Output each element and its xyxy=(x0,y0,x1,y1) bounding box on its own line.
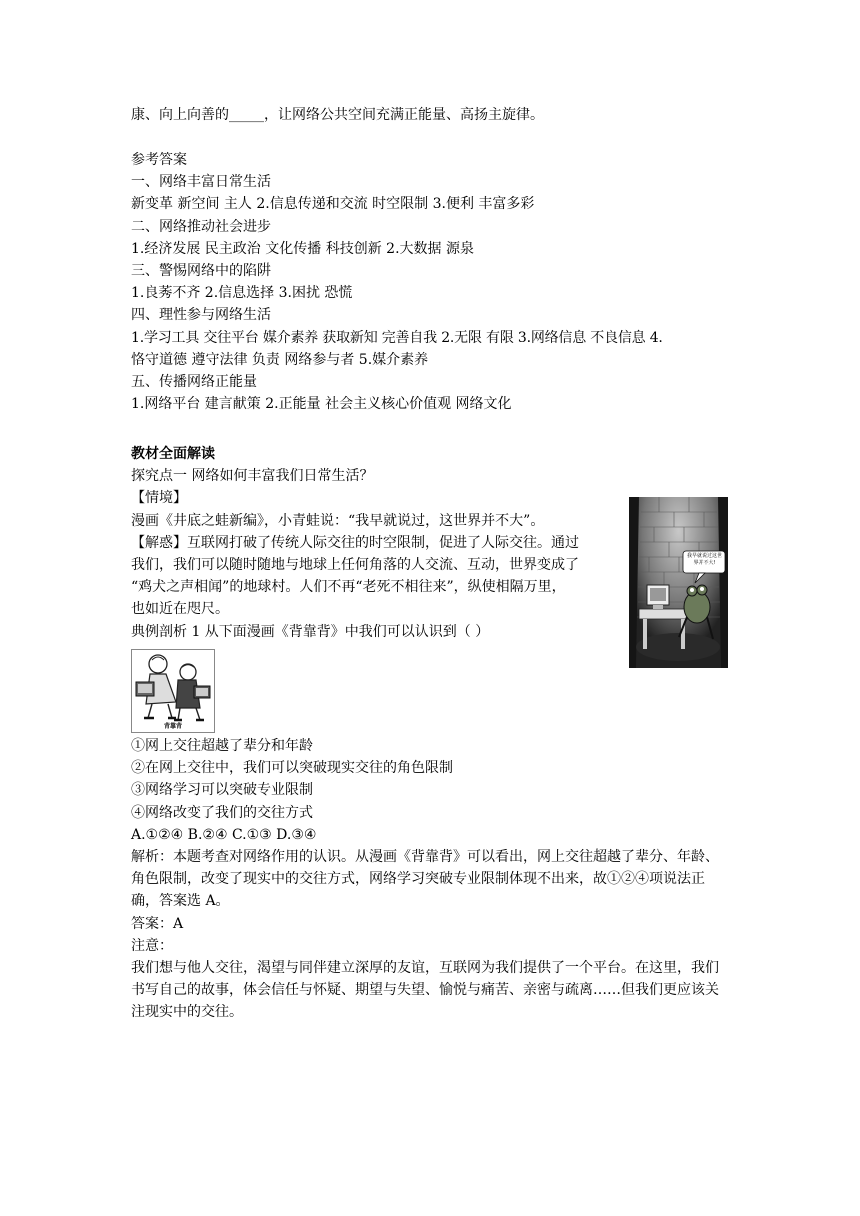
explain-line: “鸡犬之声相闻”的地球村。人们不再“老死不相往来”，纵使相隔万里， xyxy=(131,579,566,596)
answers-block xyxy=(131,149,731,415)
answer-line: 一、网络丰富日常生活 xyxy=(131,174,271,191)
explore-point: 探究点一 网络如何丰富我们日常生活？ xyxy=(131,468,374,485)
situation-tag: 【情境】 xyxy=(131,490,187,507)
explain-line: 我们，我们可以随时随地与地球上任何角落的人交流、互动，世界变成了 xyxy=(131,557,579,574)
answer-line: 1.网络平台 建言献策 2.正能量 社会主义核心价值观 网络文化 xyxy=(131,396,512,413)
comic-frog-in-well xyxy=(629,497,728,668)
answer-line: 1.学习工具 交往平台 媒介素养 获取新知 完善自我 2.无限 有限 3.网络信息 不良信息 4. xyxy=(131,329,663,346)
answer-line: 1.经济发展 民主政治 文化传播 科技创新 2.大数据 源泉 xyxy=(131,240,474,257)
frog-speech-bubble: 我早就说过这世界并不大! xyxy=(686,553,722,566)
answer-line: 1.良莠不齐 2.信息选择 3.困扰 恐慌 xyxy=(131,285,353,302)
example-body xyxy=(131,735,731,1024)
option-item: ③网络学习可以突破专业限制 xyxy=(131,782,313,799)
answer-text: 答案：A xyxy=(131,915,184,932)
answer-line: 三、警惕网络中的陷阱 xyxy=(131,263,271,280)
answers-heading: 参考答案 xyxy=(131,152,187,168)
section-title: 教材全面解读 xyxy=(131,446,215,462)
option-item: ②在网上交往中，我们可以突破现实交往的角色限制 xyxy=(131,760,453,777)
option-item: ①网上交往超越了辈分和年龄 xyxy=(131,738,313,754)
example-question: 典例剖析 1 从下面漫画《背靠背》中我们可以认识到（ ） xyxy=(131,623,490,640)
frog-in-well-illustration xyxy=(629,497,728,668)
answer-line: 四、理性参与网络生活 xyxy=(131,307,271,324)
comic-back-to-back xyxy=(131,649,215,733)
analysis-text: 解析：本题考查对网络作用的认识。从漫画《背靠背》可以看出，网上交往超越了辈分、年龄、角色限制，改变了现实中的交往方式，网络学习突破专业限制体现不出来，故①②④项说法正确，答案选 A。 xyxy=(131,849,719,910)
explain-line: 【解惑】互联网打破了传统人际交往的时空限制，促进了人际交往。通过 xyxy=(131,534,579,551)
intro-line: 康、向上向善的_____，让网络公共空间充满正能量、高扬主旋律。 xyxy=(131,107,544,123)
back-to-back-illustration xyxy=(132,650,214,732)
situation-text: 漫画《井底之蛙新编》，小青蛙说：“我早就说过，这世界并不大”。 xyxy=(131,512,545,529)
note-text: 我们想与他人交往，渴望与同伴建立深厚的友谊，互联网为我们提供了一个平台。在这里，我们书写自己的故事，体会信任与怀疑、期望与失望、愉悦与痛苦、亲密与疏离……但我们更应该关注现实中的交往。 xyxy=(131,960,719,1021)
answer-line: 二、网络推动社会进步 xyxy=(131,218,271,235)
answer-choices: A.①②④ B.②④ C.①③ D.③④ xyxy=(131,826,317,843)
comic-caption: 背靠背 xyxy=(163,723,182,730)
answer-line: 新变革 新空间 主人 2.信息传递和交流 时空限制 3.便利 丰富多彩 xyxy=(131,196,535,213)
option-item: ④网络改变了我们的交往方式 xyxy=(131,804,313,821)
answer-line: 五、传播网络正能量 xyxy=(131,374,257,391)
answer-line: 恪守道德 遵守法律 负责 网络参与者 5.媒介素养 xyxy=(131,351,429,368)
note-label: 注意： xyxy=(131,937,173,954)
explain-line: 也如近在咫尺。 xyxy=(131,601,229,618)
